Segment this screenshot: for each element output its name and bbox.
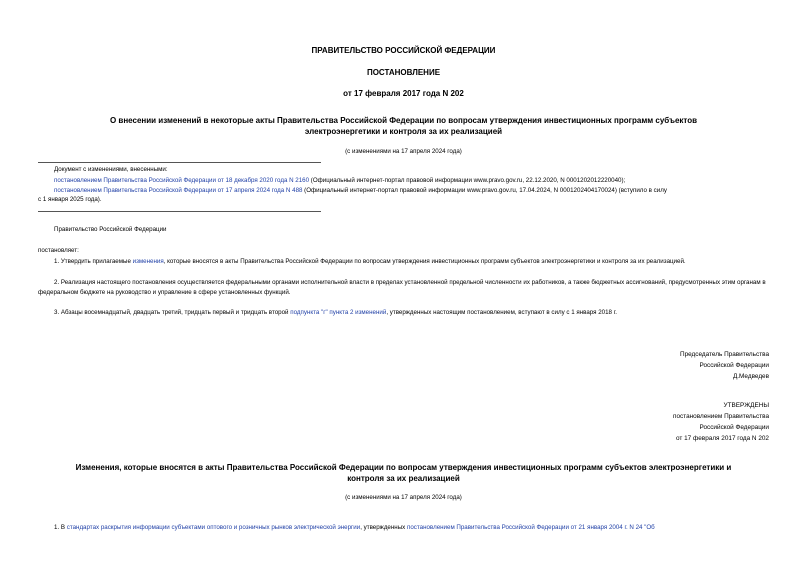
signature-name: Д.Медведев [732,373,769,380]
changes-item-1 [54,177,774,186]
changes-item-2 [54,187,784,196]
signature-org: Российской Федерации [699,362,769,369]
paragraph-2 [38,278,769,297]
paragraph-2-start: 2. Реализация настоящего постановления осуществляется федеральными органами исполнительной власти в пределах установленной предельной численности их работников, а также бюджетных ассигнований, [54,279,667,286]
changes-intro: Документ с изменениями, внесенными: [54,166,168,173]
annex-revision-note: (с изменениями на 17 апреля 2024 года) [345,494,462,501]
signature-position: Председатель Правительства [680,351,769,358]
changes-link[interactable]: изменения [132,258,164,265]
subparagraph-link[interactable]: подпункта "г" пункта 2 изменений [290,309,387,316]
resolution-2004-link[interactable]: постановлением Правительства Российской Федерации от 21 января 2004 г. N 24 "Об [406,524,655,531]
amendment-link-2024[interactable]: постановлением Правительства Российской Федерации от 17 апреля 2024 года N 488 [54,187,303,194]
changes-item-2-tail: с 1 января 2025 года). [38,196,102,203]
date-number-heading: от 17 февраля 2017 года N 202 [343,89,464,98]
approved-block [673,400,769,444]
disclosure-standards-link[interactable]: стандартах раскрытия информации субъектами оптового и розничных рынков электрической энергии [66,524,361,531]
paragraph-3-end: , утвержденных настоящим постановлением, вступают в силу с 1 января 2018 г. [386,309,617,316]
org-heading: ПРАВИТЕЛЬСТВО РОССИЙСКОЙ ФЕДЕРАЦИИ [311,46,496,55]
paragraph-3 [38,308,769,318]
annex-paragraph-1-start: 1. В [54,524,67,531]
subject-line: Правительство Российской Федерации [54,226,167,233]
paragraph-1-end: реализацией. [646,258,686,265]
document-title-line1: О внесении изменений в некоторые акты Правительства Российской Федерации по вопросам утверждения инвестиционных программ субъектов [109,116,698,125]
paragraph-1-middle: , которые вносятся в акты Правительства Российской Федерации по вопросам утверждения инвестиционных программ субъектов электроэнергетики и контроля за их [163,258,645,265]
paragraph-1 [38,257,769,267]
amendment-link-2020[interactable]: постановлением Правительства Российской Федерации от 18 декабря 2020 года N 2160 [54,177,310,184]
document-title-line2: электроэнергетики и контроля за их реализацией [304,127,503,136]
annex-paragraph-1 [54,524,784,533]
approved-by: постановлением Правительства [673,413,769,420]
doc-type-heading: ПОСТАНОВЛЕНИЕ [366,68,441,77]
divider-top [38,162,321,163]
approved-label: УТВЕРЖДЕНЫ [723,402,769,409]
annex-paragraph-1-middle: , утвержденных [360,524,407,531]
amendment-2024-details: (Официальный интернет-портал правовой информации www.pravo.gov.ru, 17.04.2024, N 0001202404170024) (вступило в силу [302,187,667,194]
decides-line: постановляет: [38,247,79,254]
amendment-2020-details: (Официальный интернет-портал правовой информации www.pravo.gov.ru, 22.12.2020, N 0001202012220040); [309,177,626,184]
approved-org: Российской Федерации [699,424,769,431]
paragraph-2-end: предусмотренных этим органам в федеральном бюджете на руководство и управление в сфере установленных функций. [38,279,766,296]
annex-title-line1: Изменения, которые вносятся в акты Правительства Российской Федерации по вопросам утверждения инвестиционных программ субъектов электроэнергетики и [75,463,732,472]
signature-block [680,349,769,382]
paragraph-1-start: 1. Утвердить прилагаемые [54,258,133,265]
revision-note: (с изменениями на 17 апреля 2024 года) [345,148,462,155]
approved-date: от 17 февраля 2017 года N 202 [676,435,769,442]
divider-bottom [38,211,321,212]
annex-title-line2: контроля за их реализацией [347,474,460,483]
paragraph-3-start: 3. Абзацы восемнадцатый, двадцать третий, тридцать первый и тридцать второй [54,309,291,316]
